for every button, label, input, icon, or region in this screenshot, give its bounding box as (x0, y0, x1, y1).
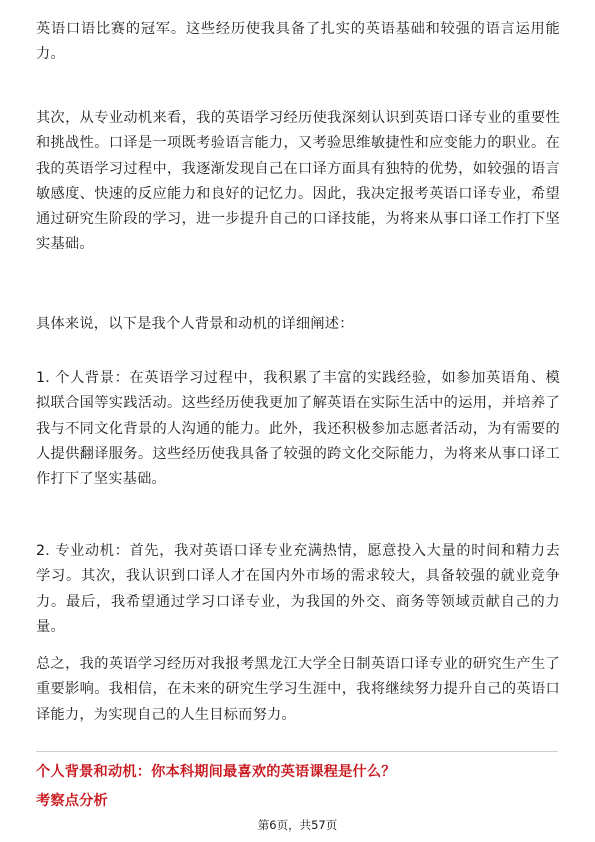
section-divider (36, 751, 558, 752)
paragraph-professional-motivation: 其次，从专业动机来看，我的英语学习经历使我深刻认识到英语口译专业的重要性和挑战性。口译是一项既考验语言能力，又考验思维敏捷性和应变能力的职业。在我的英语学习过程中，我逐渐发现自己在口译方面具有独特的优势，如较强的语言敏感度、快速的反应能力和良好的记忆力。因此，我决定报考英语口译专业，希望通过研究生阶段的学习，进一步提升自己的口译技能，为将来从事口译工作打下坚实基础。 (36, 110, 560, 253)
paragraph-conclusion: 总之，我的英语学习经历对我报考黑龙江大学全日制英语口译专业的研究生产生了重要影响。我相信，在未来的研究生学习生涯中，我将继续努力提升自己的英语口译能力，为实现自己的人生目标而努力。 (36, 656, 560, 723)
paragraph-personal-background: 1. 个人背景：在英语学习过程中，我积累了丰富的实践经验，如参加英语角、模拟联合国等实践活动。这些经历使我更加了解英语在实际生活中的运用，并培养了我与不同文化背景的人沟通的能力。此外，我还积极参加志愿者活动，为有需要的人提供翻译服务。这些经历使我具备了较强的跨文化交际能力，为将来从事口译工作打下了坚实基础。 (36, 370, 560, 488)
page-number: 第6页，共57页 (257, 818, 338, 832)
paragraph-details-intro: 具体来说，以下是我个人背景和动机的详细阐述： (36, 316, 354, 332)
analysis-heading: 考察点分析 (36, 793, 108, 809)
paragraph-major-motivation: 2. 专业动机：首先，我对英语口译专业充满热情，愿意投入大量的时间和精力去学习。其次，我认识到口译人才在国内外市场的需求较大，具备较强的就业竞争力。最后，我希望通过学习口译专业，为我国的外交、商务等领域贡献自己的力量。 (36, 543, 560, 635)
paragraph-intro-continuation: 英语口语比赛的冠军。这些经历使我具备了扎实的英语基础和较强的语言运用能力。 (36, 21, 560, 63)
interview-question: 个人背景和动机：你本科期间最喜欢的英语课程是什么？ (36, 764, 396, 780)
